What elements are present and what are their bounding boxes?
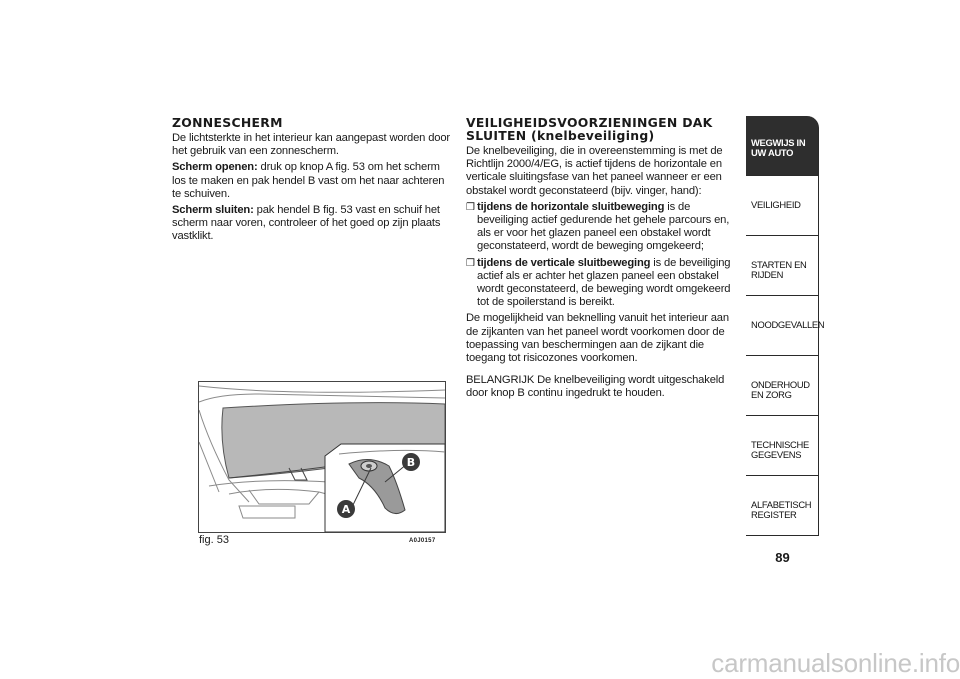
- paragraph-knelbeveiliging: De knelbeveiliging, die in overeenstemming is met de Richtlijn 2000/4/EG, is actief tijdens de horizontale en verticale sluitingsfase van het paneel wanneer er een obstakel wordt geconstateerd (bijv. vinger, hand):: [466, 145, 723, 197]
- callout-a-label: A: [341, 503, 351, 516]
- title-line-1: VEILIGHEIDSVOORZIENINGEN DAK: [466, 115, 713, 130]
- paragraph-intro: De lichtsterkte in het interieur kan aangepast worden door het gebruik van een zonnescherm.: [172, 132, 450, 158]
- figure-sunshade-illustration: [198, 381, 446, 533]
- tab-starten-en-rijden[interactable]: STARTEN EN RIJDEN: [746, 236, 819, 296]
- label-open: Scherm openen:: [172, 161, 258, 174]
- watermark: carmanualsonline.info: [711, 648, 960, 678]
- paragraph-open: [172, 161, 454, 201]
- section-title-veiligheid: [466, 116, 742, 142]
- checkbox-bullet-icon: ❒: [466, 201, 475, 213]
- tab-veiligheid[interactable]: VEILIGHEID: [746, 176, 819, 236]
- checkbox-bullet-icon: ❒: [466, 257, 475, 269]
- left-column: [172, 116, 454, 247]
- figure-caption: fig. 53: [199, 534, 229, 546]
- tab-onderhoud-en-zorg[interactable]: ONDERHOUD EN ZORG: [746, 356, 819, 416]
- bullet-vertical: [466, 257, 742, 310]
- tab-noodgevallen[interactable]: NOODGEVALLEN: [746, 296, 819, 356]
- section-title-zonnescherm: ZONNESCHERM: [172, 115, 283, 130]
- tab-alfabetisch-register[interactable]: ALFABETISCH REGISTER: [746, 476, 819, 536]
- text-open: druk op knop A fig. 53 om het scherm los te maken en pak hendel B vast om het naar achteren te schuiven.: [172, 161, 445, 200]
- tab-wegwijs-in-uw-auto[interactable]: WEGWIJS IN UW AUTO: [746, 116, 819, 176]
- bullet2-label: tijdens de verticale sluitbeweging: [477, 256, 651, 269]
- chapter-tabs: [746, 116, 825, 536]
- bullet2-text: is de beveiliging actief als er achter het glazen paneel een obstakel wordt geconstateerd, de beweging wordt omgekeerd tot de spoilerstand is bereikt.: [477, 256, 731, 309]
- paragraph-important: BELANGRIJK De knelbeveiliging wordt uitgeschakeld door knop B continu ingedrukt te houden.: [466, 374, 725, 400]
- bullet1-text: is de beveiliging actief gedurende het gehele parcours en, als er voor het glazen paneel een obstakel wordt geconstateerd, wordt de beweging omgekeerd;: [477, 200, 730, 253]
- page-number: 89: [775, 550, 790, 565]
- bullet-horizontal: [466, 201, 742, 254]
- label-close: Scherm sluiten:: [172, 204, 254, 217]
- paragraph-side-note: De mogelijkheid van beknelling vanuit het interieur aan de zijkanten van het paneel wordt voorkomen door de toepassing van beschermingen aan de zijkant die toegang tot risicozones voorkomen.: [466, 312, 729, 365]
- callout-b-label: B: [406, 456, 416, 469]
- figure-code: A0J0157: [409, 538, 436, 544]
- bullet1-label: tijdens de horizontale sluitbeweging: [477, 200, 665, 213]
- right-column: [466, 116, 742, 404]
- paragraph-close: [172, 204, 454, 244]
- tab-technische-gegevens[interactable]: TECHNISCHE GEGEVENS: [746, 416, 819, 476]
- title-line-2: SLUITEN (knelbeveiliging): [466, 128, 655, 143]
- text-close: pak hendel B fig. 53 vast en schuif het scherm naar voren, controleer of het goed op zijn plaats vastklikt.: [172, 204, 441, 243]
- sunshade-illustration: [199, 382, 445, 532]
